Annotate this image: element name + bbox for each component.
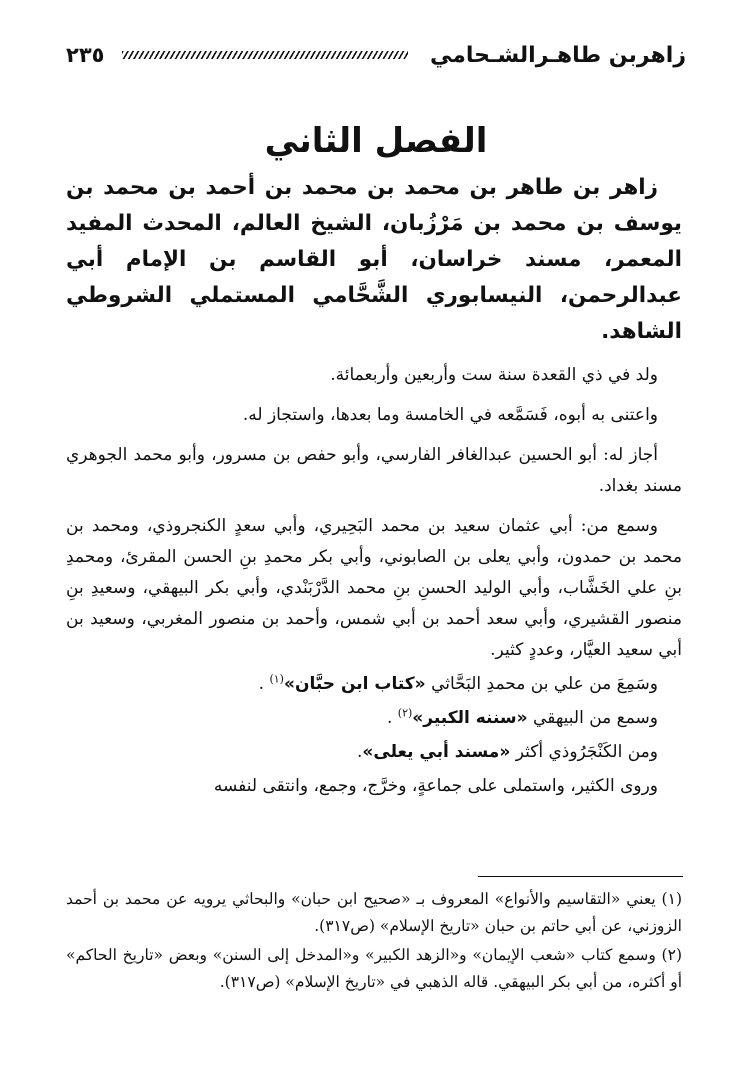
paragraph-ijaza: أجاز له: أبو الحسين عبدالغافر الفارسي، وأبو حفص بن مسرور، وأبو محمد الجوهري مسند بغداد.	[66, 445, 682, 496]
book-title: «مسند أبي يعلى»	[362, 742, 511, 762]
paragraph-father: واعتنى به أبوه، فَسَمَّعه في الخامسة وما بعدها، واستجاز له.	[242, 405, 658, 425]
footnote-separator	[478, 876, 683, 877]
body-text	[66, 170, 682, 811]
chapter-heading: الفصل الثاني	[264, 121, 488, 161]
running-header	[66, 38, 686, 72]
paragraph-ibn-hibban: وسَمِعَ من علي بن محمدِ البَحَّاثي «كتاب ابن حبَّان»$^{(١)}$ .	[258, 672, 658, 694]
paragraph-narration: وروى الكثير، واستملى على جماعةٍ، وخرَّج، وجمع، وانتقى لنفسه	[213, 776, 658, 796]
paragraph-text: وسَمِعَ من علي بن محمدِ البَحَّاثي	[431, 674, 658, 694]
footnote-ref-1: (١)	[269, 672, 284, 686]
book-title: «كتاب ابن حبَّان»	[283, 674, 426, 694]
running-header-title: زاهربن طاهـرالشـحامي	[429, 42, 686, 68]
paragraph-text: وسمع من البيهقي	[533, 708, 658, 728]
footnote-2: (٢) وسمع كتاب «شعب الإيمان» و«الزهد الكبير» و«المدخل إلى السنن» وبعض «تاريخ الحاكم» أو أكثره، من أبي بكر البيهقي. قاله الذهبي في «تاريخ الإسلام» (ص٣١٧).	[66, 946, 682, 991]
lead-paragraph: زاهر بن طاهر بن محمد بن محمد بن أحمد بن محمد بن يوسف بن محمد بن مَرْزُبان، الشيخ العالم، المحدث المفيد المعمر، مسند خراسان، أبو القاسم بن الإمام أبي عبدالرحمن، النيسابوري الشَّحَّامي المستملي الشروطي الشاهد.	[66, 175, 682, 344]
book-title: «سننه الكبير»	[412, 708, 528, 728]
paragraph-teachers: وسمع من: أبي عثمان سعيد بن محمد البَحِيري، وأبي سعدٍ الكنجروذي، ومحمد بن محمد بن حمدون، وأبي يعلى بن الصابوني، وأبي بكر محمدِ بنِ الحسن المقرئ، ومحمدِ بنِ علي الخَشَّاب، وأبي الوليد الحسنِ بنِ محمد الدَّرْبَنْدي، وأبي بكر البيهقي، وسعيدِ بنِ منصور القشيري، وأبي سعد أحمد بن أبي شمس، وأحمد بن منصور المغربي، وسعيد بن أبي سعيد العيَّار، وعددٍ كثير.	[66, 516, 682, 660]
header-decorative-rule	[122, 51, 408, 59]
paragraph-text: ومن الكَنْجَرُوذي أكثر	[515, 742, 658, 762]
footnote-1: (١) يعني «التقاسيم والأنواع» المعروف بـ «صحيح ابن حبان» والبحاثي يرويه عن محمد بن أحمد الزوزني، عن أبي حاتم بن حبان «تاريخ الإسلام» (ص٣١٧).	[66, 890, 682, 935]
paragraph-birth: ولد في ذي القعدة سنة ست وأربعين وأربعمائة.	[330, 365, 658, 385]
footnotes	[66, 886, 682, 998]
footnote-ref-2: (٢)	[397, 706, 413, 720]
paragraph-musnad: ومن الكَنْجَرُوذي أكثر «مسند أبي يعلى».	[357, 742, 658, 762]
paragraph-sunan: وسمع من البيهقي «سننه الكبير»$^{(٢)}$ .	[386, 706, 658, 728]
page-number: ٢٣٥	[66, 43, 105, 67]
